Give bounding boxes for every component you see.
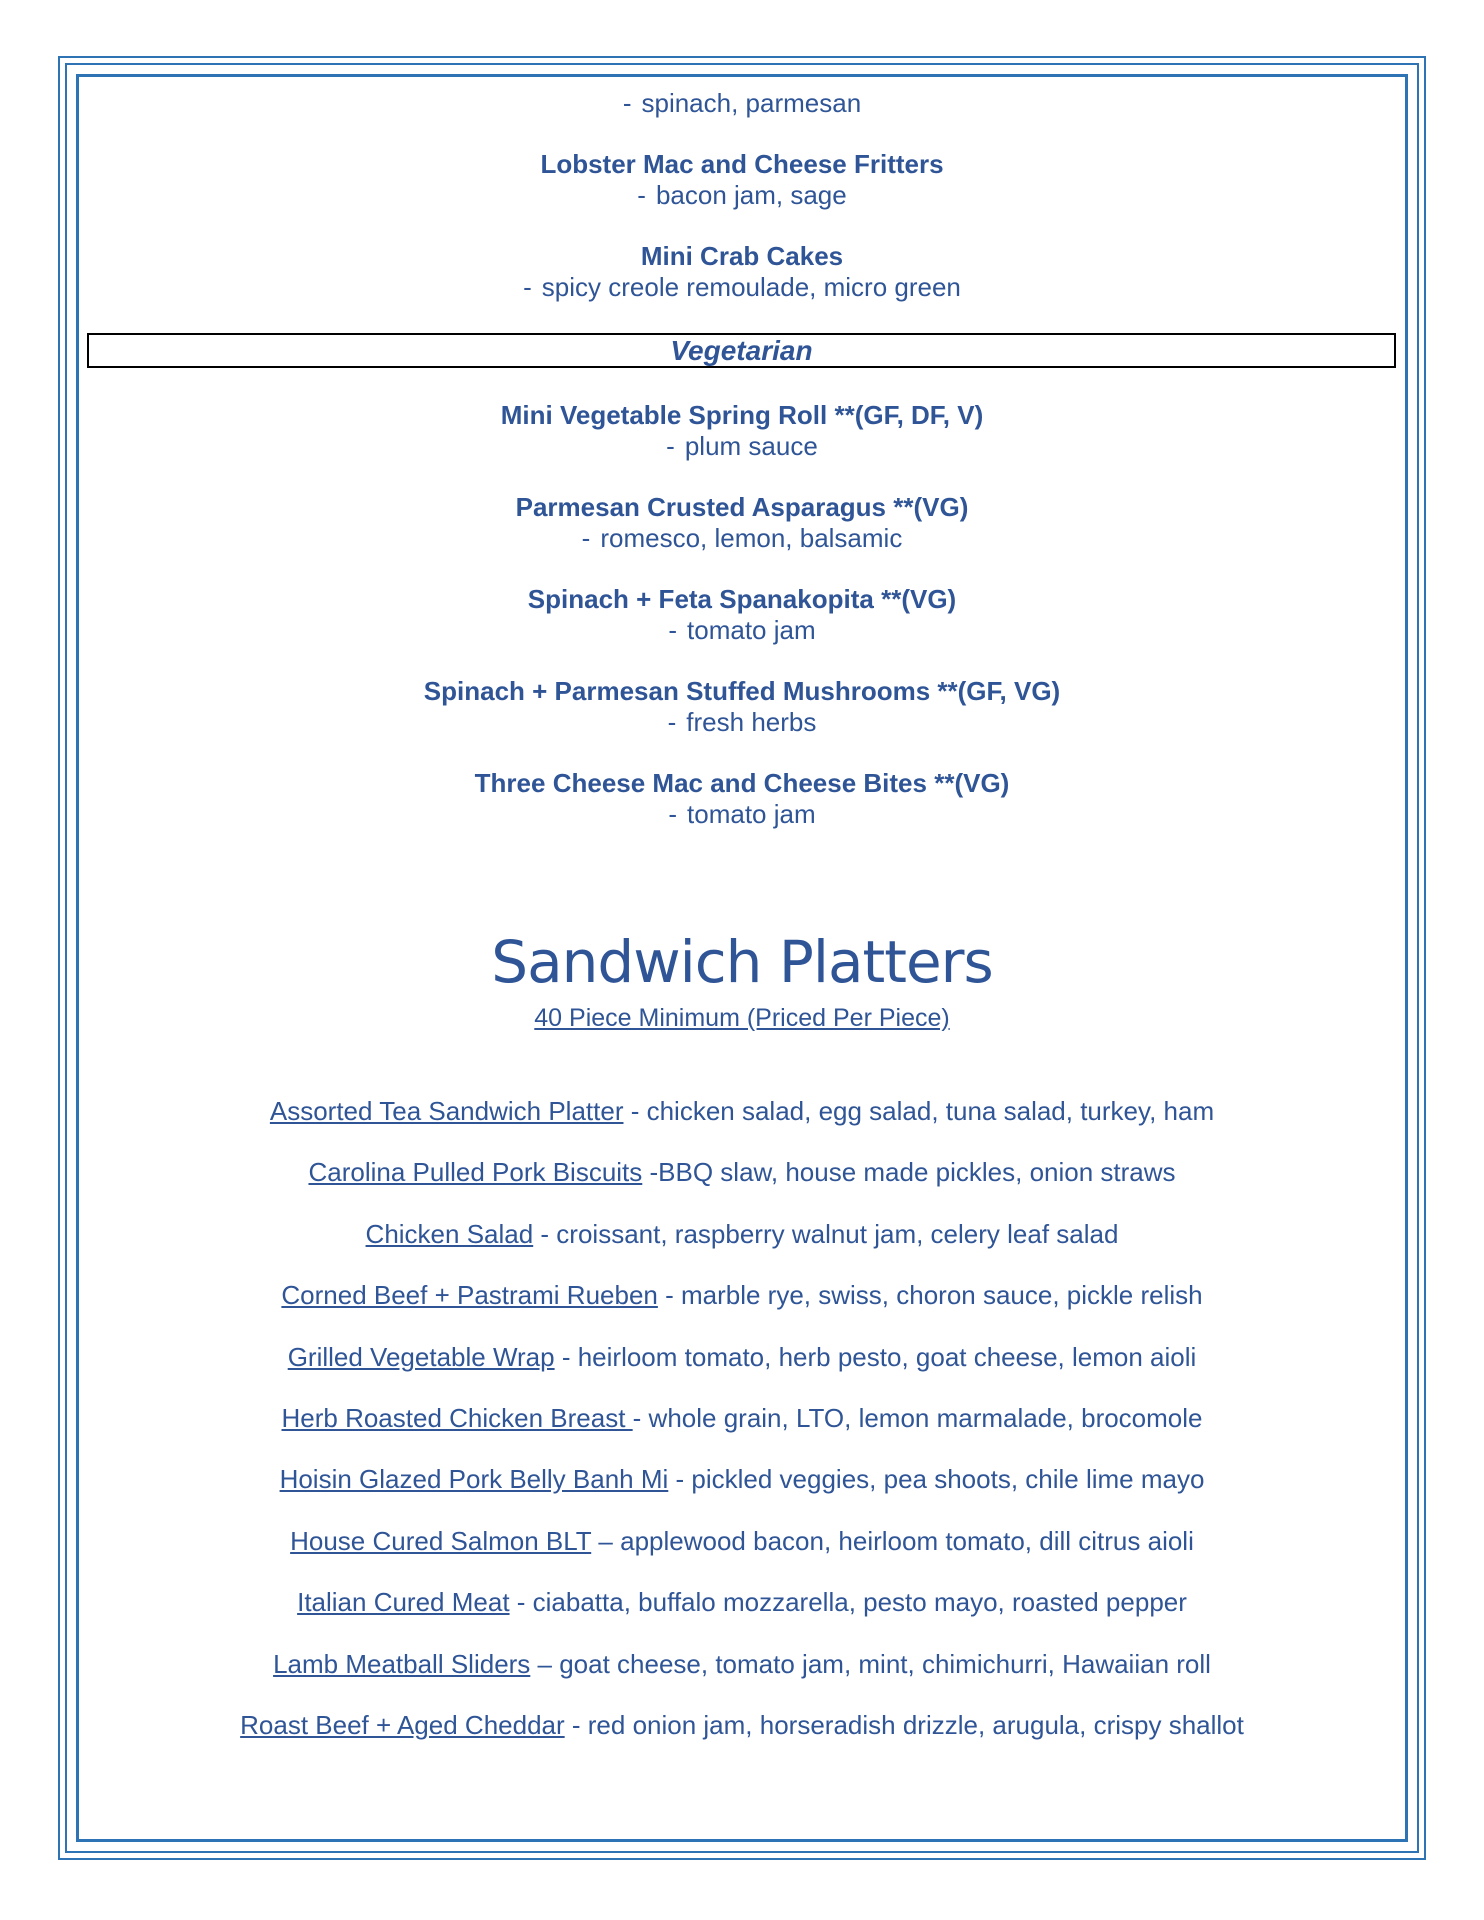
sandwich-description: – applewood bacon, heirloom tomato, dill citrus aioli [591, 1526, 1194, 1556]
sandwich-item [80, 1710, 1404, 1741]
sandwich-item [80, 1403, 1404, 1434]
dietary-tags: **(GF, DF, V) [834, 400, 984, 430]
section-header-vegetarian [87, 333, 1396, 368]
section-title: Vegetarian [670, 335, 813, 366]
sandwich-name: Chicken Salad [365, 1219, 534, 1249]
dish-description: - plum sauce [666, 431, 818, 461]
sandwich-name: Herb Roasted Chicken Breast [281, 1403, 633, 1433]
dish-description: - spicy creole remoulade, micro green [523, 272, 961, 302]
menu-item-mac-cheese-bites [80, 768, 1404, 830]
dish-description: - tomato jam [668, 799, 816, 829]
dish-description: - fresh herbs [667, 707, 817, 737]
sandwich-name: Corned Beef + Pastrami Rueben [281, 1280, 658, 1310]
dietary-tags: **(VG) [934, 768, 1010, 798]
section-subtitle: 40 Piece Minimum (Priced Per Piece) [534, 1004, 950, 1032]
sandwich-item [80, 1280, 1404, 1311]
dish-name: Three Cheese Mac and Cheese Bites **(VG) [474, 768, 1010, 798]
sandwich-item [80, 1157, 1404, 1188]
sandwich-description: - marble rye, swiss, choron sauce, pickle relish [657, 1280, 1203, 1310]
sandwich-name: Hoisin Glazed Pork Belly Banh Mi [279, 1464, 669, 1494]
sandwich-description: - heirloom tomato, herb pesto, goat cheese, lemon aioli [554, 1342, 1197, 1372]
sandwich-item [80, 1526, 1404, 1557]
menu-item-continued [80, 88, 1404, 119]
sandwich-description: - red onion jam, horseradish drizzle, arugula, crispy shallot [564, 1710, 1244, 1740]
dietary-tags: **(GF, VG) [937, 676, 1061, 706]
sandwich-name: Assorted Tea Sandwich Platter [269, 1096, 624, 1126]
sandwich-description: - chicken salad, egg salad, tuna salad, turkey, ham [623, 1096, 1215, 1126]
sandwich-description: – goat cheese, tomato jam, mint, chimichurri, Hawaiian roll [530, 1649, 1211, 1679]
dish-description: - bacon jam, sage [637, 180, 847, 210]
dietary-tags: **(VG) [893, 492, 969, 522]
menu-item-stuffed-mushrooms [80, 676, 1404, 738]
menu-item-spring-roll [80, 400, 1404, 462]
sandwich-item [80, 1649, 1404, 1680]
dietary-tags: **(VG) [881, 584, 957, 614]
sandwich-name: Grilled Vegetable Wrap [287, 1342, 555, 1372]
menu-item-spanakopita [80, 584, 1404, 646]
dish-name: Mini Vegetable Spring Roll **(GF, DF, V) [500, 400, 984, 430]
sandwich-name: House Cured Salmon BLT [290, 1526, 592, 1556]
menu-item-asparagus [80, 492, 1404, 554]
sandwich-description: - whole grain, LTO, lemon marmalade, brocomole [632, 1403, 1203, 1433]
section-title-sandwich-platters: Sandwich Platters [491, 928, 993, 996]
sandwich-name: Roast Beef + Aged Cheddar [240, 1710, 565, 1740]
sandwich-item [80, 1464, 1404, 1495]
sandwich-description: - croissant, raspberry walnut jam, celery leaf salad [533, 1219, 1119, 1249]
dish-name: Mini Crab Cakes [640, 241, 844, 271]
dish-description: - tomato jam [668, 615, 816, 645]
dish-name: Spinach + Feta Spanakopita **(VG) [527, 584, 957, 614]
sandwich-item [80, 1587, 1404, 1618]
sandwich-item [80, 1342, 1404, 1373]
sandwich-description: -BBQ slaw, house made pickles, onion straws [642, 1157, 1176, 1187]
dish-name: Spinach + Parmesan Stuffed Mushrooms **(GF, VG) [423, 676, 1061, 706]
sandwich-name: Italian Cured Meat [297, 1587, 510, 1617]
sandwich-item [80, 1096, 1404, 1127]
menu-item-mini-crab-cakes [80, 241, 1404, 303]
sandwich-item [80, 1219, 1404, 1250]
sandwich-description: - ciabatta, buffalo mozzarella, pesto mayo, roasted pepper [509, 1587, 1187, 1617]
dish-description: - romesco, lemon, balsamic [581, 523, 903, 553]
sandwich-name: Carolina Pulled Pork Biscuits [308, 1157, 643, 1187]
sandwich-name: Lamb Meatball Sliders [273, 1649, 531, 1679]
dish-name: Lobster Mac and Cheese Fritters [540, 149, 944, 179]
menu-item-lobster-fritters [80, 149, 1404, 211]
dish-description: - spinach, parmesan [622, 88, 862, 118]
dish-name: Parmesan Crusted Asparagus **(VG) [515, 492, 969, 522]
sandwich-description: - pickled veggies, pea shoots, chile lime mayo [668, 1464, 1205, 1494]
